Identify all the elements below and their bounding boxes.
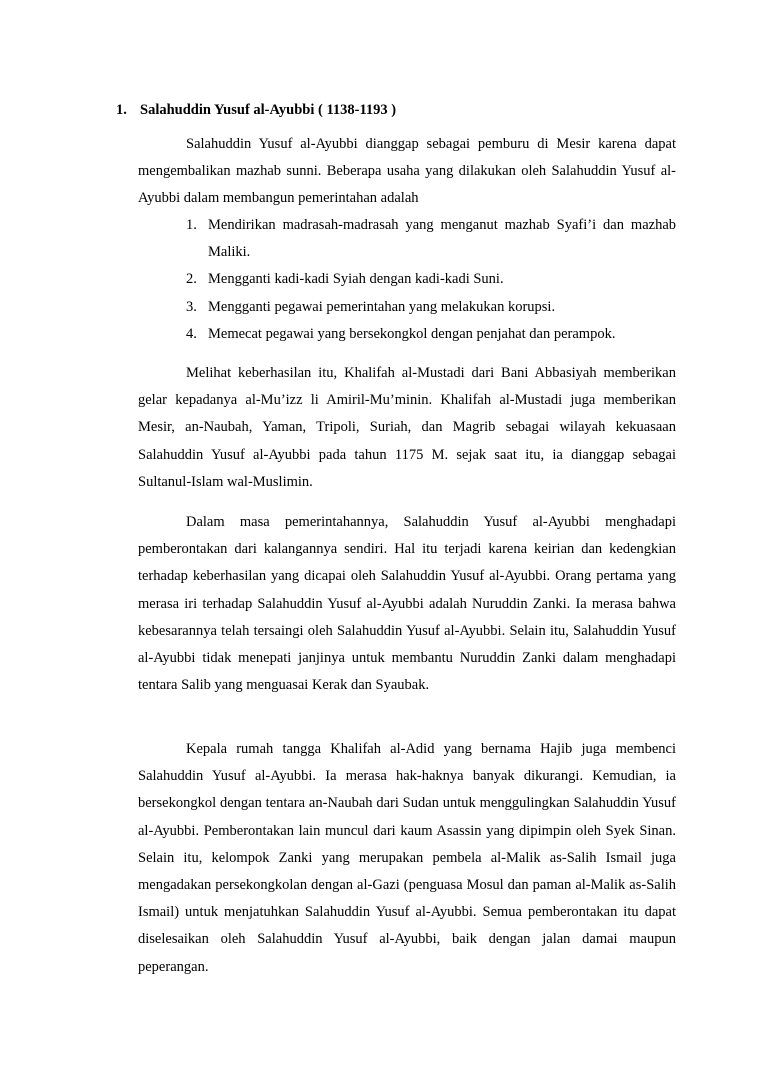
list-item-number: 1. [186,217,197,233]
list-item [186,321,676,348]
list-item [186,266,676,293]
list-item-text: Mengganti pegawai pemerintahan yang melakukan korupsi. [208,298,556,315]
section-title: Salahuddin Yusuf al-Ayubbi ( 1138-1193 ) [140,102,397,118]
section-number: 1. [116,102,127,118]
paragraph-4: Kepala rumah tangga Khalifah al-Adid yang bernama Hajib juga membenci Salahuddin Yusuf al-Ayubbi. Ia merasa hak-haknya banyak dikurangi. Kemudian, ia bersekongkol dengan tentara an-Naubah dari Sudan untuk menggulingkan Salahuddin Yusuf al-Ayubbi. Pemberontakan lain muncul dari kaum Asassin yang dipimpin oleh Syek Sinan. Selain itu, kelompok Zanki yang merupakan pembela al-Malik as-Salih Ismail juga mengadakan persekongkolan dengan al-Gazi (penguasa Mosul dan paman al-Malik as-Salih Ismail) untuk menjatuhkan Salahuddin Yusuf al-Ayubbi. Semua pemberontakan itu dapat diselesaikan oleh Salahuddin Yusuf al-Ayubbi, baik dengan jalan damai maupun peperangan. [138,741,676,975]
list-item-number: 3. [186,298,197,315]
paragraph-intro: Salahuddin Yusuf al-Ayubbi dianggap sebagai pemburu di Mesir karena dapat mengembalikan mazhab sunni. Beberapa usaha yang dilakukan oleh Salahuddin Yusuf al-Ayubbi dalam membangun pemerintahan adalah [138,136,676,207]
list-item-text: Mengganti kadi-kadi Syiah dengan kadi-kadi Suni. [208,271,504,288]
list-item-number: 2. [186,271,197,288]
list-item-number: 4. [186,325,197,342]
paragraph-2: Melihat keberhasilan itu, Khalifah al-Mustadi dari Bani Abbasiyah memberikan gelar kepadanya al-Mu’izz li Amiril-Mu’minin. Khalifah al-Mustadi juga memberikan Mesir, an-Naubah, Yaman, Tripoli, Suriah, dan Magrib sebagai wilayah kekuasaan Salahuddin Yusuf al-Ayubbi pada tahun 1175 M. sejak saat itu, ia dianggap sebagai Sultanul-Islam wal-Muslimin. [138,365,676,490]
paragraph-3: Dalam masa pemerintahannya, Salahuddin Yusuf al-Ayubbi menghadapi pemberontakan dari kalangannya sendiri. Hal itu terjadi karena keirian dan kedengkian terhadap keberhasilan yang dicapai oleh Salahuddin Yusuf al-Ayubbi. Orang pertama yang merasa iri terhadap Salahuddin Yusuf al-Ayubbi adalah Nuruddin Zanki. Ia merasa bahwa kebesarannya telah tersaingi oleh Salahuddin Yusuf al-Ayubbi. Selain itu, Salahuddin Yusuf al-Ayubbi tidak menepati janjinya untuk membantu Nuruddin Zanki dalam menghadapi tentara Salib yang menguasai Kerak dan Syaubak. [138,514,676,694]
numbered-list [186,212,676,348]
list-item [186,294,676,321]
list-item-text: Mendirikan madrasah-madrasah yang menganut mazhab Syafi’i dan mazhab Maliki. [208,217,676,261]
section-heading [116,100,676,120]
list-item [186,212,676,266]
list-item-text: Memecat pegawai yang bersekongkol dengan penjahat dan perampok. [208,325,616,342]
